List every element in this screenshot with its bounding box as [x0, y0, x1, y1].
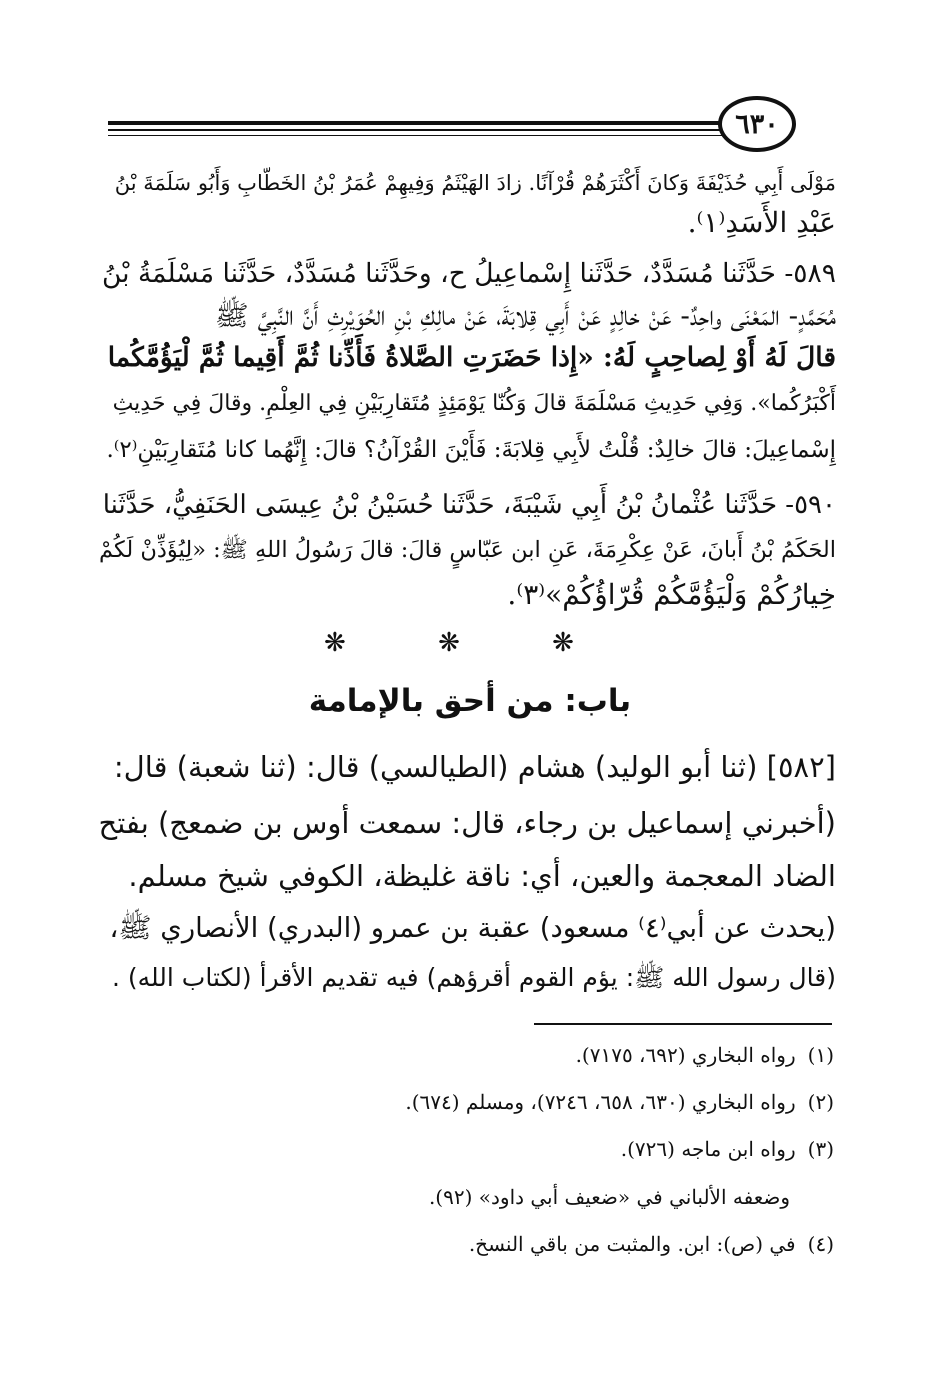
footnote [429, 1182, 790, 1212]
header-rule-hairline [108, 135, 728, 136]
hadith-line: عَبْدِ الأَسَدِ⁽١⁾. [687, 206, 836, 239]
commentary-line: (يحدث عن أبي⁽٤⁾ مسعود) عقبة بن عمرو (البدري) الأنصاري ﷺ، [109, 912, 836, 944]
footnote-number: (١) [807, 1043, 834, 1067]
footnote-number: (٤) [807, 1232, 834, 1256]
commentary-line: [٥٨٢] (ثنا أبو الوليد) هشام (الطيالسي) قال: (ثنا شعبة) قال: [113, 750, 836, 784]
commentary-line: (قال رسول الله ﷺ: يؤم القوم أقرؤهم) فيه تقديم الأقرأ (لكتاب الله) . [111, 963, 836, 992]
hadith-line: أَكْبَرُكُما». وَفِي حَدِيثِ مَسْلَمَةَ قالَ وَكُنّا يَوْمَئِذٍ مُتَقارِبَيْنِ فِي العِلْمِ. وقالَ فِي حَدِيثِ [112, 391, 836, 416]
footnote-text: وضعفه الألباني في «ضعيف أبي داود» (٩٢). [428, 1185, 790, 1209]
hadith-line: قالَ لَهُ أَوْ لِصاحِبٍ لَهُ: «إِذا حَضَرَتِ الصَّلاةُ فَأَذِّنا ثُمَّ أَقِيما ثُمَّ لْيَؤُمَّكُما [107, 342, 836, 373]
commentary-line: الضاد المعجمة والعين، أي: ناقة غليظة، الكوفي شيخ مسلم. [128, 859, 836, 893]
footnote-text: رواه البخاري (٦٩٢، ٧١٧٥). [575, 1043, 796, 1067]
footnote [405, 1087, 834, 1117]
footnote-text: رواه ابن ماجه (٧٢٦). [620, 1137, 796, 1161]
footnote [621, 1134, 834, 1164]
chapter-title: باب: من أحق بالإمامة [308, 683, 632, 719]
header-rule-thick [108, 121, 728, 125]
footnote-separator [534, 1023, 832, 1025]
header-rule-thin [108, 129, 728, 131]
hadith-line: ٥٩٠- حَدَّثَنا عُثْمانُ بْنُ أَبِي شَيْبَةَ، حَدَّثَنا حُسَيْنُ بْنُ عِيسَى الحَنَفِيُّ، حَدَّثَنا [102, 490, 836, 520]
hadith-line: إِسْماعِيلَ: قالَ خالِدٌ: قُلْتُ لأَبِي قِلابَةَ: فَأَيْنَ القُرْآنُ؟ قالَ: إِنَّهُما كانا مُتَقارِبَيْنِ⁽٢⁾. [106, 437, 836, 463]
hadith-line: ٥٨٩- حَدَّثَنا مُسَدَّدٌ، حَدَّثَنا إِسْماعِيلُ ح، وحَدَّثَنا مُسَدَّدٌ، حَدَّثَنا مَسْلَمَةُ بْنُ [101, 258, 836, 289]
footnote [576, 1040, 834, 1070]
footnote-number: (٢) [807, 1090, 834, 1114]
hadith-line: الحَكَمُ بْنُ أَبانَ، عَنْ عِكْرِمَةَ، عَنِ ابن عَبّاسٍ قالَ: قالَ رَسُولُ اللهِ ﷺ: «لِيُؤَذِّنْ لَكُمْ [98, 537, 836, 563]
footnote-text: في (ص): ابن. والمثبت من باقي النسخ. [468, 1232, 796, 1256]
hadith-line: مُحَمَّدٍ- المَعْنَى واحِدٌ- عَنْ خالِدٍ عَنْ أَبِي قِلابَةَ، عَنْ مالِكِ بْنِ الحُوَيْرِثِ أَنَّ النَّبِيَّ ﷺ [214, 299, 836, 332]
footnote [469, 1229, 834, 1259]
section-separator-stars: ❋ ❋ ❋ [324, 628, 616, 658]
commentary-line: (أخبرني إسماعيل بن رجاء، قال: سمعت أوس بن ضمعج) بفتح [98, 806, 836, 840]
footnote-text: رواه البخاري (٦٣٠، ٦٥٨، ٧٢٤٦)، ومسلم (٦٧٤). [405, 1090, 796, 1114]
footnote-number: (٣) [807, 1137, 834, 1161]
page-number: ٦٣٠ [718, 96, 796, 152]
hadith-line: مَوْلَى أَبِي حُذَيْفَةَ وَكانَ أَكْثَرَهُمْ قُرْآنًا. زادَ الهَيْثَمُ وَفِيهِمْ عُمَرُ بْنُ الخَطّابِ وَأَبُو سَلَمَةَ بْنُ [114, 171, 836, 195]
hadith-line: خِيارُكُمْ وَلْيَؤُمَّكُمْ قُرّاؤُكُمْ»⁽٣⁾. [507, 578, 836, 611]
